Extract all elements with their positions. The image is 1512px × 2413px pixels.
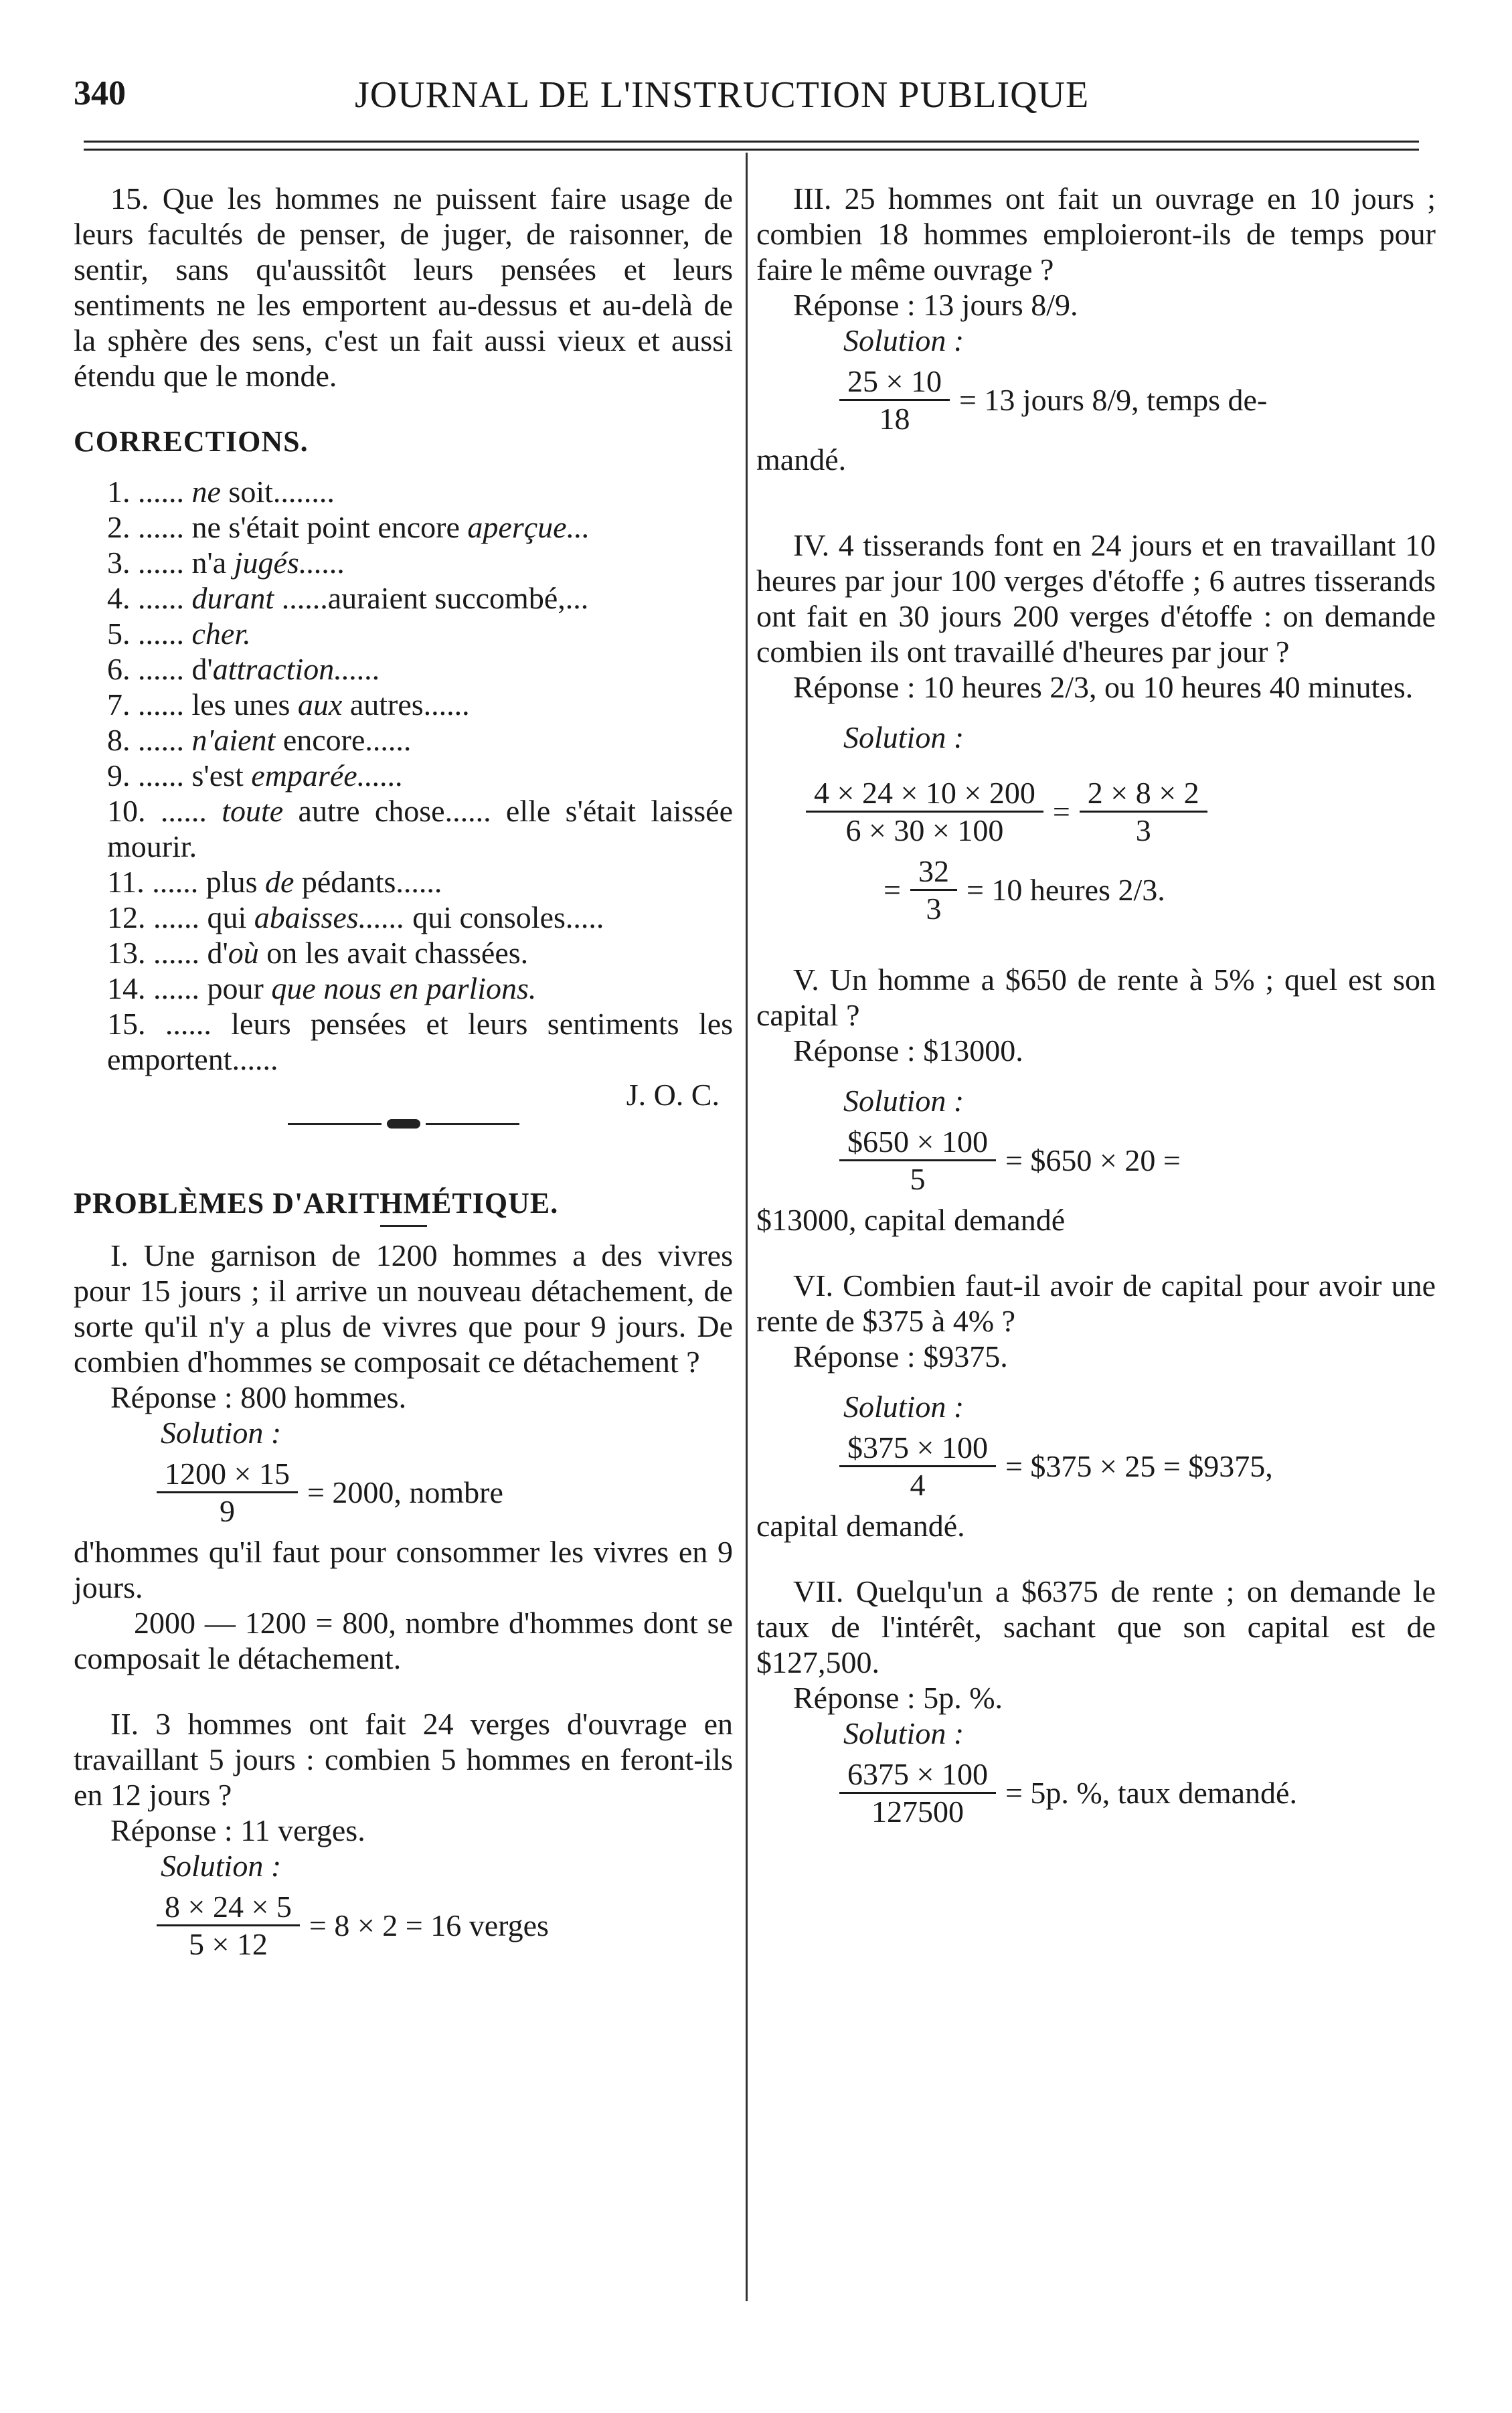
corrections-heading: CORRECTIONS. xyxy=(74,425,309,458)
solution-label: Solution : xyxy=(843,720,964,754)
problem-5-equation: $\frac{\$650 \times 100}{5}$ = $650 × 20 = xyxy=(756,1124,1436,1197)
correction-item: 11. ...... plus de pédants...... xyxy=(107,865,442,899)
fraction: $\frac{4 \times 24 \times 10 \times 200}{6 \times 30 \times 100}$ xyxy=(806,775,1043,848)
fraction: $\frac{32}{3}$ xyxy=(910,853,957,926)
problem-1-line2: 2000 — 1200 = 800, nombre d'hommes dont se composait le détachement. xyxy=(74,1606,733,1675)
problem-2-equation: $\frac{8 \times 24 \times 5}{5 \times 12}$ = 8 × 2 = 16 verges xyxy=(74,1889,733,1962)
problem-6-text: VI. Combien faut-il avoir de capital pour avoir une rente de $375 à 4% ? xyxy=(756,1268,1436,1338)
problem-5-continuation: $13000, capital demandé xyxy=(756,1203,1066,1237)
problem-6-continuation: capital demandé. xyxy=(756,1509,965,1543)
problem-7-answer: Réponse : 5p. %. xyxy=(793,1681,1003,1715)
right-column xyxy=(756,181,1436,1835)
problem-5-text: V. Un homme a $650 de rente à 5% ; quel est son capital ? xyxy=(756,963,1436,1032)
signature: J. O. C. xyxy=(626,1078,720,1112)
paragraph-15: 15. Que les hommes ne puissent faire usage de leurs facultés de penser, de juger, de raisonner, de sentir, sans qu'aussitôt leurs pensées et leurs sentiments ne les emportent au-dessus et au-delà de la sphère des sens, c'est un fait aussi vieux et aussi étendu que le monde. xyxy=(74,181,733,393)
correction-item: 8. ...... n'aient encore...... xyxy=(107,723,412,757)
problem-2-text: II. 3 hommes ont fait 24 verges d'ouvrage en travaillant 5 jours : combien 5 hommes en feront-ils en 12 jours ? xyxy=(74,1707,733,1812)
problem-3-answer: Réponse : 13 jours 8/9. xyxy=(793,288,1078,322)
fraction: $\frac{\$375 \times 100}{4}$ xyxy=(839,1430,996,1503)
problem-1-continuation: d'hommes qu'il faut pour consommer les vivres en 9 jours. xyxy=(74,1535,733,1604)
problem-3-text: III. 25 hommes ont fait un ouvrage en 10 jours ; combien 18 hommes emploieront-ils de temps pour faire le même ouvrage ? xyxy=(756,181,1436,286)
problem-6-answer: Réponse : $9375. xyxy=(793,1339,1008,1374)
problem-2-answer: Réponse : 11 verges. xyxy=(110,1813,365,1847)
problem-5-answer: Réponse : $13000. xyxy=(793,1033,1023,1068)
problem-1-equation: $\frac{1200 \times 15}{9}$ = 2000, nombre xyxy=(74,1456,733,1529)
problem-4-equation: $\frac{4 \times 24 \times 10 \times 200}{6 \times 30 \times 100}$ = $\frac{2 \times 8 \times 2}{3}$ xyxy=(756,775,1436,848)
fraction: $\frac{2 \times 8 \times 2}{3}$ xyxy=(1080,775,1207,848)
solution-label: Solution : xyxy=(843,323,964,357)
problem-3-equation: $\frac{25 \times 10}{18}$ = 13 jours 8/9, temps de- xyxy=(756,363,1436,436)
fraction: $\frac{\$650 \times 100}{5}$ xyxy=(839,1124,996,1197)
fraction: $\frac{25 \times 10}{18}$ xyxy=(839,363,950,436)
correction-item: 7. ...... les unes aux autres...... xyxy=(107,687,470,722)
correction-item: 6. ...... d'attraction...... xyxy=(107,652,381,686)
correction-item: 15. ...... leurs pensées et leurs sentiments les emportent...... xyxy=(107,1007,734,1076)
correction-item: 3. ...... n'a jugés...... xyxy=(107,546,345,580)
fraction: $\frac{6375 \times 100}{127500}$ xyxy=(839,1756,996,1829)
journal-title: JOURNAL DE L'INSTRUCTION PUBLIQUE xyxy=(355,74,1090,116)
header-rule xyxy=(84,141,1419,143)
problem-1-text: I. Une garnison de 1200 hommes a des vivres pour 15 jours ; il arrive un nouveau détachement, de sorte qu'il n'y a plus de vivres que pour 9 jours. De combien d'hommes se composait ce détachement ? xyxy=(74,1238,733,1379)
solution-label: Solution : xyxy=(843,1390,964,1424)
column-divider xyxy=(746,153,748,2301)
solution-label: Solution : xyxy=(843,1084,964,1118)
correction-item: 2. ...... ne s'était point encore aperçue... xyxy=(107,510,590,544)
problem-7-text: VII. Quelqu'un a $6375 de rente ; on demande le taux de l'intérêt, sachant que son capital est de $127,500. xyxy=(756,1574,1436,1679)
correction-item: 9. ...... s'est emparée...... xyxy=(107,758,404,793)
fraction: $\frac{8 \times 24 \times 5}{5 \times 12}$ xyxy=(157,1889,300,1962)
page-number: 340 xyxy=(74,74,126,112)
correction-item: 10. ...... toute autre chose...... elle s'était laissée mourir. xyxy=(107,794,734,863)
fraction: $\frac{1200 \times 15}{9}$ xyxy=(157,1456,298,1529)
solution-label: Solution : xyxy=(843,1716,964,1750)
ornament-separator xyxy=(74,1119,733,1129)
correction-item: 12. ...... qui abaisses...... qui consoles..... xyxy=(107,900,604,934)
problem-4-equation-2: = $\frac{32}{3}$ = 10 heures 2/3. xyxy=(884,854,1165,926)
problems-heading: PROBLÈMES D'ARITHMÉTIQUE. xyxy=(74,1187,559,1220)
page-header xyxy=(74,67,1426,120)
correction-item: 1. ...... ne soit........ xyxy=(107,475,335,509)
solution-label: Solution : xyxy=(161,1849,282,1883)
corrections-list xyxy=(74,474,733,1077)
problem-4-text: IV. 4 tisserands font en 24 jours et en travaillant 10 heures par jour 100 verges d'étoffe ; 6 autres tisserands ont fait en 30 jours 200 verges d'étoffe : on demande combien ils ont travaillé d'heures par jour ? xyxy=(756,528,1436,669)
problem-4-answer: Réponse : 10 heures 2/3, ou 10 heures 40 minutes. xyxy=(793,670,1414,704)
problem-6-equation: $\frac{\$375 \times 100}{4}$ = $375 × 25 = $9375, xyxy=(756,1430,1436,1503)
correction-item: 5. ...... cher. xyxy=(107,616,251,651)
heading-rule xyxy=(380,1225,427,1227)
problem-1-answer: Réponse : 800 hommes. xyxy=(110,1380,407,1414)
header-rule xyxy=(84,149,1419,151)
solution-label: Solution : xyxy=(161,1416,282,1450)
correction-item: 14. ...... pour que nous en parlions. xyxy=(107,971,537,1005)
left-column xyxy=(74,181,733,1967)
correction-item: 13. ...... d'où on les avait chassées. xyxy=(107,936,529,970)
correction-item: 4. ...... durant ......auraient succombé,... xyxy=(107,581,589,615)
problem-7-equation: $\frac{6375 \times 100}{127500}$ = 5p. %, taux demandé. xyxy=(756,1756,1436,1829)
problem-3-continuation: mandé. xyxy=(756,442,847,477)
